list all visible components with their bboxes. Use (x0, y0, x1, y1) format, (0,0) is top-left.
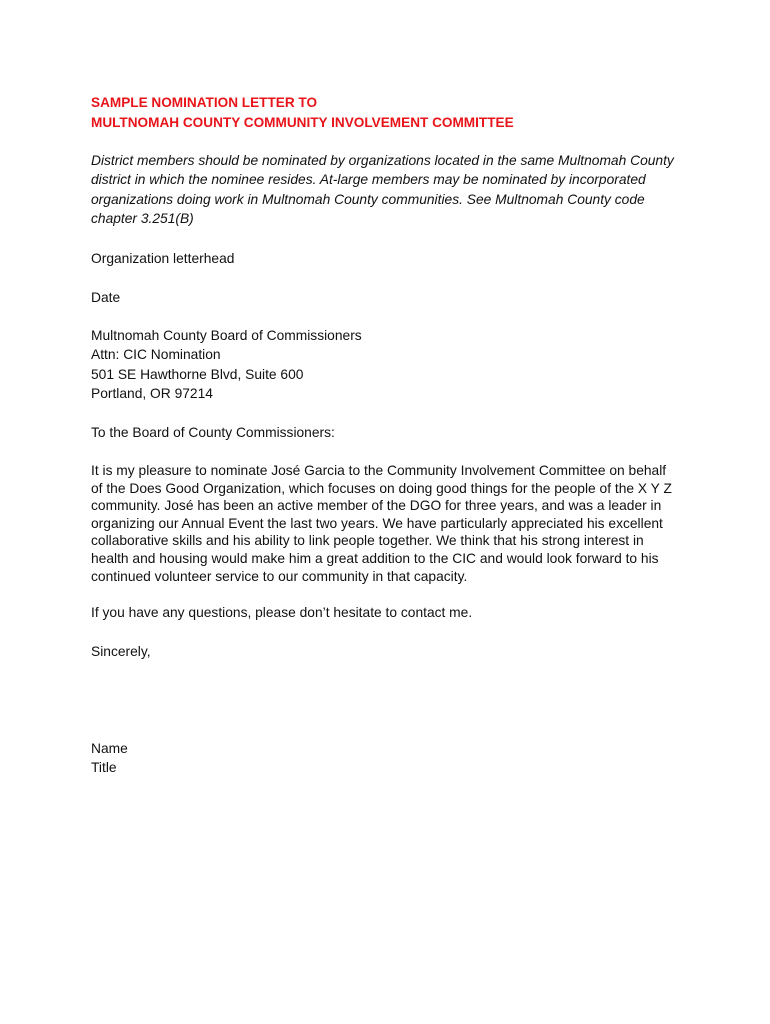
address-line: Portland, OR 97214 (91, 386, 213, 402)
body-line: of the Does Good Organization, which focuses on doing good things for the people of the X Y Z (91, 480, 672, 496)
intro-line: district in which the nominee resides. At-large members may be nominated by incorporated (91, 172, 646, 188)
letterhead-placeholder: Organization letterhead (91, 251, 235, 266)
signature-title: Title (91, 760, 117, 776)
body-line: community. José has been an active member of the DGO for three years, and was a leader in (91, 498, 662, 514)
intro-line: organizations doing work in Multnomah County communities. See Multnomah County code (91, 191, 645, 207)
body-paragraph (91, 462, 672, 585)
body-line: organizing our Annual Event the last two years. We have particularly appreciated his excellent (91, 515, 663, 531)
signature-name: Name (91, 741, 128, 756)
questions-line: If you have any questions, please don’t hesitate to contact me. (91, 605, 473, 620)
recipient-address (91, 326, 362, 404)
closing: Sincerely, (91, 644, 151, 659)
body-line: health and housing would make him a great addition to the CIC and would look forward to his (91, 550, 659, 566)
intro-line: chapter 3.251(B) (91, 211, 194, 227)
body-line: collaborative skills and his ability to link people together. We think that his strong interest in (91, 533, 644, 549)
intro-paragraph (91, 151, 691, 229)
heading-line-2: MULTNOMAH COUNTY COMMUNITY INVOLVEMENT COMMITTEE (91, 114, 514, 130)
date-placeholder: Date (91, 290, 121, 305)
intro-line: District members should be nominated by organizations located in the same Multnomah County (91, 153, 674, 168)
salutation: To the Board of County Commissioners: (91, 425, 335, 440)
letter-heading (91, 93, 514, 132)
signature-block (91, 739, 128, 778)
heading-line-1: SAMPLE NOMINATION LETTER TO (91, 95, 318, 110)
address-line: Multnomah County Board of Commissioners (91, 328, 362, 343)
body-line: continued volunteer service to our community in that capacity. (91, 568, 468, 584)
body-line: It is my pleasure to nominate José Garcia to the Community Involvement Committee on behalf (91, 463, 667, 478)
address-line: Attn: CIC Nomination (91, 347, 221, 363)
address-line: 501 SE Hawthorne Blvd, Suite 600 (91, 366, 304, 382)
